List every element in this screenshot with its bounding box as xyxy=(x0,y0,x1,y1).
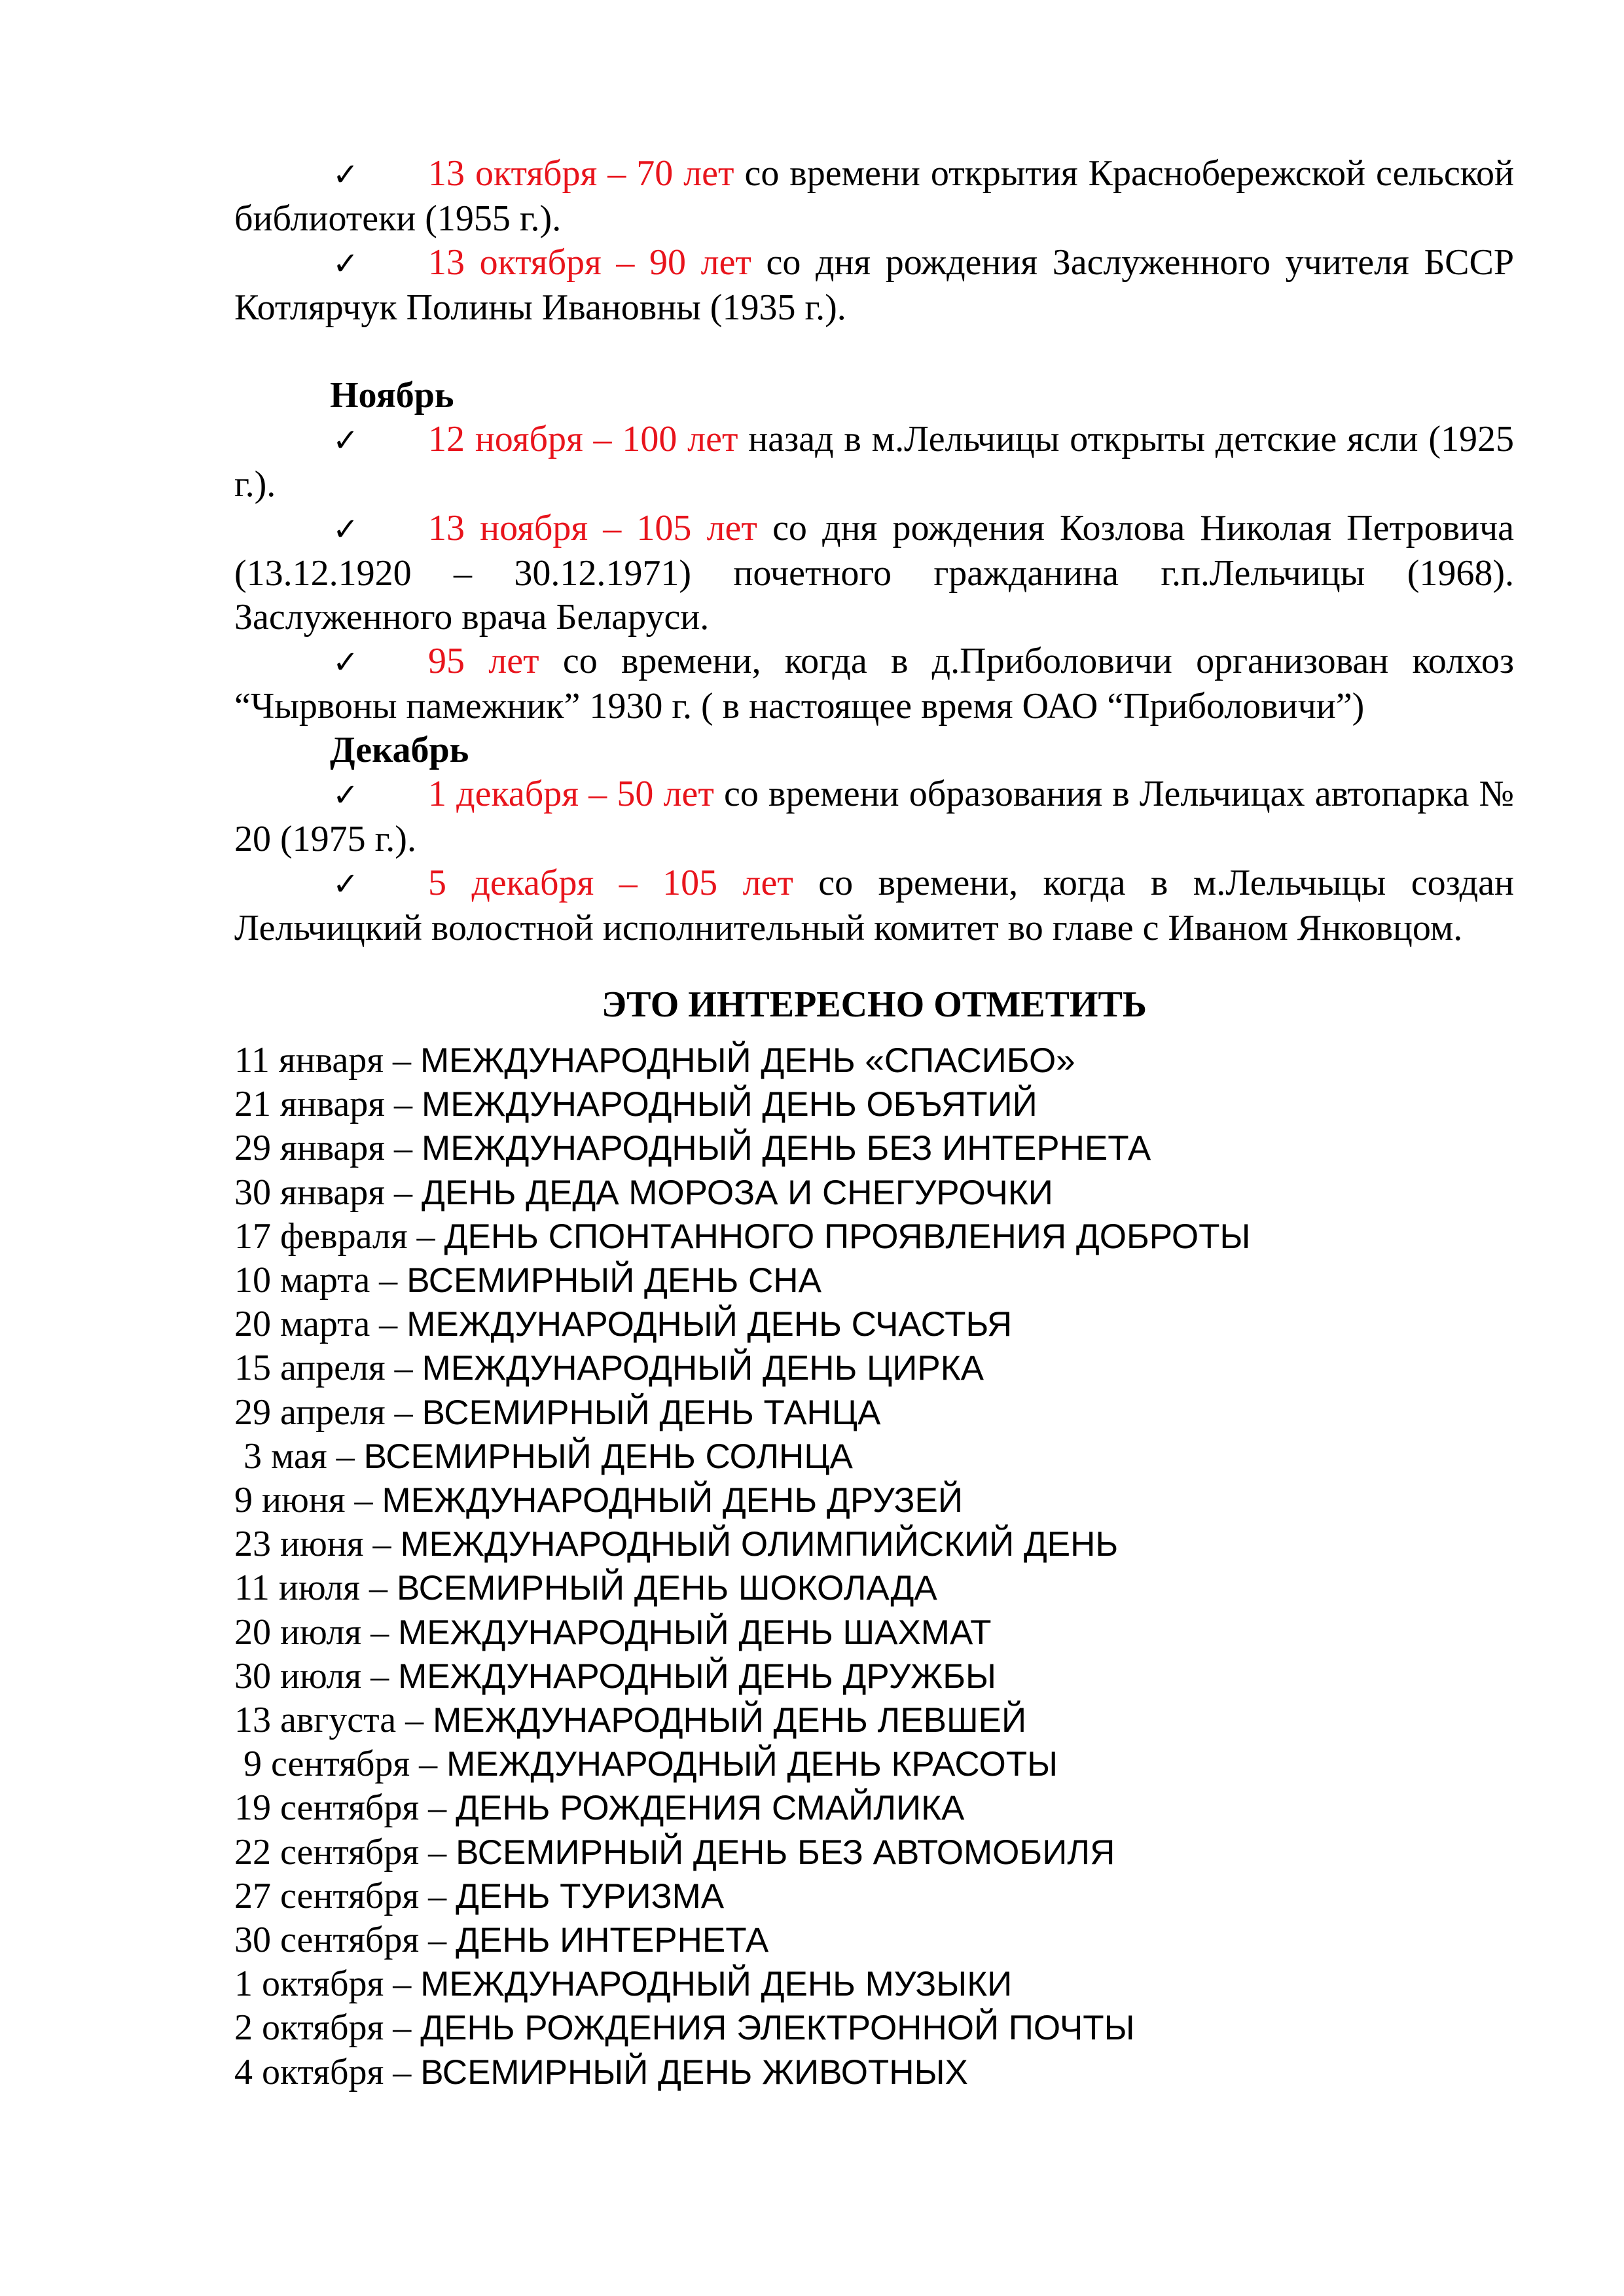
list-item-name: ДЕНЬ РОЖДЕНИЯ СМАЙЛИКА xyxy=(456,1789,965,1828)
list-item xyxy=(234,1346,1514,1390)
month-heading-december: Декабрь xyxy=(330,730,469,770)
october-events xyxy=(234,152,1514,330)
list-item-date: 9 сентября – xyxy=(234,1744,447,1785)
list-item-name: МЕЖДУНАРОДНЫЙ ДЕНЬ СЧАСТЬЯ xyxy=(406,1305,1013,1344)
checkmark-icon: ✓ xyxy=(333,245,359,282)
list-item-name: МЕЖДУНАРОДНЫЙ ДЕНЬ ШАХМАТ xyxy=(398,1613,992,1652)
checkmark-icon: ✓ xyxy=(333,777,359,814)
list-item-name: ДЕНЬ ТУРИЗМА xyxy=(456,1876,725,1916)
checkmark-icon: ✓ xyxy=(333,644,359,681)
list-item-date: 20 марта – xyxy=(234,1304,407,1345)
list-item xyxy=(234,1566,1514,1610)
list-item-name: МЕЖДУНАРОДНЫЙ ДЕНЬ КРАСОТЫ xyxy=(446,1745,1058,1784)
event-item xyxy=(234,639,1514,728)
list-item-name: МЕЖДУНАРОДНЫЙ ОЛИМПИЙСКИЙ ДЕНЬ xyxy=(400,1525,1119,1564)
event-text: со времени, когда в д.Приболовичи организован колхоз “Чырвоны памежник” 1930 г. ( в настоящее время ОАО “Приболовичи”) xyxy=(234,641,1515,726)
december-events xyxy=(234,772,1514,950)
list-item xyxy=(234,1435,1514,1479)
event-date-highlight: 13 октября – 90 лет xyxy=(428,242,751,283)
list-item xyxy=(234,2051,1514,2094)
list-item-name: МЕЖДУНАРОДНЫЙ ДЕНЬ «СПАСИБО» xyxy=(420,1041,1075,1080)
list-item-date: 4 октября – xyxy=(234,2051,421,2092)
event-item xyxy=(234,507,1514,639)
list-item-name: МЕЖДУНАРОДНЫЙ ДЕНЬ БЕЗ ИНТЕРНЕТА xyxy=(422,1129,1151,1168)
list-item xyxy=(234,1479,1514,1522)
event-date-highlight: 13 октября – 70 лет xyxy=(428,153,734,194)
list-item xyxy=(234,1126,1514,1170)
list-item xyxy=(234,1391,1514,1435)
list-item-name: ВСЕМИРНЫЙ ДЕНЬ ЖИВОТНЫХ xyxy=(420,2053,968,2092)
list-item-date: 9 июня – xyxy=(234,1480,382,1521)
list-item xyxy=(234,1962,1514,2006)
list-item-name: ДЕНЬ ИНТЕРНЕТА xyxy=(456,1921,769,1960)
list-item xyxy=(234,1831,1514,1874)
list-item-name: МЕЖДУНАРОДНЫЙ ДЕНЬ ОБЪЯТИЙ xyxy=(422,1085,1038,1124)
event-date-highlight: 13 ноября – 105 лет xyxy=(428,508,757,548)
list-item-date: 3 мая – xyxy=(234,1435,364,1477)
list-item-date: 10 марта – xyxy=(234,1260,407,1301)
list-item xyxy=(234,1611,1514,1655)
event-item xyxy=(234,241,1514,330)
list-item xyxy=(234,1786,1514,1830)
list-item-date: 1 октября – xyxy=(234,1964,421,2005)
event-text: со дня рождения Заслуженного учителя БССР Котлярчук Полины Ивановны (1935 г.). xyxy=(234,242,1514,328)
event-text: со времени, когда в м.Лельчыцы создан Лельчицкий волостной исполнительный комитет во главе с Иваном Янковцом. xyxy=(234,863,1514,948)
list-item-date: 29 апреля – xyxy=(234,1391,422,1433)
list-item-date: 2 октября – xyxy=(234,2007,421,2049)
event-item xyxy=(234,861,1514,950)
list-item-name: ДЕНЬ ДЕДА МОРОЗА И СНЕГУРОЧКИ xyxy=(422,1173,1053,1212)
event-text: назад в м.Лельчицы открыты детские ясли (1925 г.). xyxy=(234,419,1514,505)
list-item-name: ВСЕМИРНЫЙ ДЕНЬ СОЛНЦА xyxy=(363,1437,853,1476)
month-heading-november: Ноябрь xyxy=(330,375,454,416)
list-item-name: ДЕНЬ РОЖДЕНИЯ ЭЛЕКТРОННОЙ ПОЧТЫ xyxy=(420,2009,1135,2048)
list-item xyxy=(234,1039,1514,1083)
list-item-date: 11 июля – xyxy=(234,1568,397,1609)
november-events xyxy=(234,418,1514,728)
list-item-date: 13 августа – xyxy=(234,1700,433,1741)
event-date-highlight: 1 декабря – 50 лет xyxy=(428,774,714,814)
event-date-highlight: 95 лет xyxy=(428,641,539,681)
list-item-date: 30 июля – xyxy=(234,1655,399,1696)
list-item xyxy=(234,1742,1514,1786)
event-item xyxy=(234,772,1514,861)
list-item-name: МЕЖДУНАРОДНЫЙ ДЕНЬ ДРУЖБЫ xyxy=(398,1657,996,1696)
event-text: со дня рождения Козлова Николая Петровича (13.12.1920 – 30.12.1971) почетного гражданина г.п.Лельчицы (1968). Заслуженного врача Беларуси. xyxy=(234,508,1515,637)
list-item-date: 30 сентября – xyxy=(234,1920,456,1961)
event-date-highlight: 5 декабря – 105 лет xyxy=(428,863,793,903)
event-text: со времени открытия Краснобережской сельской библиотеки (1955 г.). xyxy=(234,153,1515,239)
list-item xyxy=(234,1215,1514,1259)
event-text: со времени образования в Лельчицах автопарка № 20 (1975 г.). xyxy=(234,774,1514,859)
interesting-dates-list xyxy=(234,1039,1514,2094)
list-item-date: 29 января – xyxy=(234,1128,422,1169)
list-item-date: 21 января – xyxy=(234,1084,422,1125)
checkmark-icon: ✓ xyxy=(333,511,359,548)
list-item-name: МЕЖДУНАРОДНЫЙ ДЕНЬ ЦИРКА xyxy=(422,1349,984,1388)
checkmark-icon: ✓ xyxy=(333,866,359,903)
section-title-interesting: ЭТО ИНТЕРЕСНО ОТМЕТИТЬ xyxy=(602,984,1147,1025)
list-item-name: ВСЕМИРНЫЙ ДЕНЬ СНА xyxy=(406,1261,821,1300)
list-item xyxy=(234,1874,1514,1918)
list-item-date: 20 июля – xyxy=(234,1611,399,1653)
list-item xyxy=(234,1522,1514,1566)
list-item xyxy=(234,1302,1514,1346)
list-item-date: 11 января – xyxy=(234,1040,420,1081)
list-item xyxy=(234,1698,1514,1742)
checkmark-icon: ✓ xyxy=(333,156,359,193)
event-date-highlight: 12 ноября – 100 лет xyxy=(428,419,738,459)
list-item-date: 27 сентября – xyxy=(234,1875,456,1916)
list-item-date: 15 апреля – xyxy=(234,1348,422,1389)
list-item-name: ДЕНЬ СПОНТАННОГО ПРОЯВЛЕНИЯ ДОБРОТЫ xyxy=(444,1217,1251,1256)
list-item xyxy=(234,1083,1514,1126)
list-item xyxy=(234,1259,1514,1302)
list-item xyxy=(234,1918,1514,1962)
list-item xyxy=(234,1171,1514,1215)
list-item-date: 19 сентября – xyxy=(234,1787,456,1829)
document-page xyxy=(234,152,1514,2094)
list-item-name: МЕЖДУНАРОДНЫЙ ДЕНЬ ДРУЗЕЙ xyxy=(382,1481,963,1520)
list-item-name: ВСЕМИРНЫЙ ДЕНЬ ТАНЦА xyxy=(422,1393,881,1432)
list-item-name: ВСЕМИРНЫЙ ДЕНЬ ШОКОЛАДА xyxy=(397,1569,937,1608)
list-item xyxy=(234,2006,1514,2050)
checkmark-icon: ✓ xyxy=(333,422,359,459)
list-item-name: МЕЖДУНАРОДНЫЙ ДЕНЬ ЛЕВШЕЙ xyxy=(433,1701,1027,1740)
event-item xyxy=(234,152,1514,241)
list-item-date: 17 февраля – xyxy=(234,1215,444,1257)
list-item-name: МЕЖДУНАРОДНЫЙ ДЕНЬ МУЗЫКИ xyxy=(420,1965,1013,2004)
event-item xyxy=(234,418,1514,507)
list-item-name: ВСЕМИРНЫЙ ДЕНЬ БЕЗ АВТОМОБИЛЯ xyxy=(456,1833,1115,1872)
list-item-date: 30 января – xyxy=(234,1172,422,1213)
list-item xyxy=(234,1655,1514,1698)
list-item-date: 23 июня – xyxy=(234,1524,401,1565)
list-item-date: 22 сентября – xyxy=(234,1831,456,1873)
